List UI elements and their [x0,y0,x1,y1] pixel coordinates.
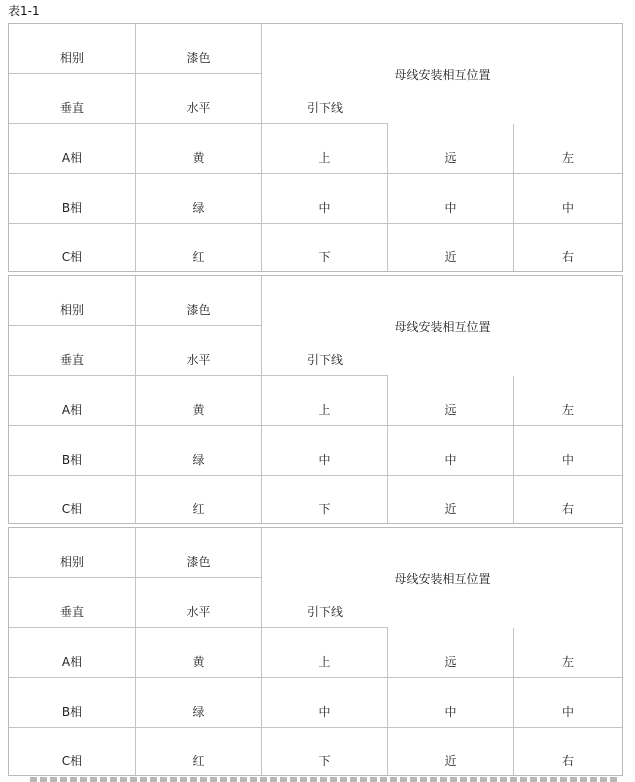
header-phase: 相别 [9,528,136,578]
row-b-color: 绿 [136,174,262,224]
header-phase: 相别 [9,276,136,326]
row-a-horizontal: 远 [388,376,514,426]
subheader-horizontal: 水平 [136,74,262,124]
row-a-downlead: 左 [514,376,622,426]
header-paint: 漆色 [136,276,262,326]
row-a-phase: A相 [9,124,136,174]
row-c-vertical: 下 [262,224,388,271]
row-a-horizontal: 远 [388,628,514,678]
row-c-phase: C相 [9,224,136,271]
row-b-phase: B相 [9,678,136,728]
subheader-downlead: 引下线 [262,326,388,376]
phase-color-table-2 [8,275,623,524]
row-b-color: 绿 [136,678,262,728]
row-b-color: 绿 [136,426,262,476]
cut-off-text-line [30,777,620,782]
row-c-phase: C相 [9,476,136,523]
header-position: 母线安装相互位置 [394,571,491,586]
header-paint: 漆色 [136,528,262,578]
row-a-phase: A相 [9,376,136,426]
subheader-vertical: 垂直 [9,578,136,628]
row-a-phase: A相 [9,628,136,678]
row-c-downlead: 右 [561,754,574,768]
header-paint: 漆色 [136,24,262,74]
row-b-vertical: 中 [262,426,388,476]
row-c-color: 红 [136,224,262,271]
row-b-vertical: 中 [262,678,388,728]
row-a-vertical: 上 [262,628,388,678]
header-position: 母线安装相互位置 [394,67,491,82]
subheader-vertical: 垂直 [9,74,136,124]
row-a-vertical: 上 [262,376,388,426]
header-position: 母线安装相互位置 [394,319,491,334]
row-c-horizontal: 近 [388,476,514,523]
row-b-phase: B相 [9,174,136,224]
subheader-downlead: 引下线 [262,578,388,628]
row-c-horizontal: 近 [388,224,514,271]
row-c-downlead: 右 [561,250,574,264]
row-a-color: 黄 [136,124,262,174]
row-b-downlead: 中 [514,426,622,476]
row-c-color: 红 [136,476,262,523]
table-caption: 表1-1 [8,4,40,18]
subheader-horizontal: 水平 [136,578,262,628]
row-b-horizontal: 中 [388,174,514,224]
row-a-color: 黄 [136,628,262,678]
row-b-horizontal: 中 [388,678,514,728]
subheader-vertical: 垂直 [9,326,136,376]
row-c-vertical: 下 [262,476,388,523]
row-c-horizontal: 近 [388,728,514,775]
row-b-downlead: 中 [514,678,622,728]
row-a-downlead: 左 [514,124,622,174]
row-c-phase: C相 [9,728,136,775]
row-b-downlead: 中 [514,174,622,224]
row-c-vertical: 下 [262,728,388,775]
row-a-horizontal: 远 [388,124,514,174]
phase-color-table-1 [8,23,623,272]
row-a-color: 黄 [136,376,262,426]
row-b-phase: B相 [9,426,136,476]
row-b-vertical: 中 [262,174,388,224]
subheader-downlead: 引下线 [262,74,388,124]
phase-color-table-3 [8,527,623,776]
row-c-color: 红 [136,728,262,775]
subheader-horizontal: 水平 [136,326,262,376]
header-phase: 相别 [9,24,136,74]
row-a-downlead: 左 [514,628,622,678]
row-b-horizontal: 中 [388,426,514,476]
row-c-downlead: 右 [561,502,574,516]
row-a-vertical: 上 [262,124,388,174]
